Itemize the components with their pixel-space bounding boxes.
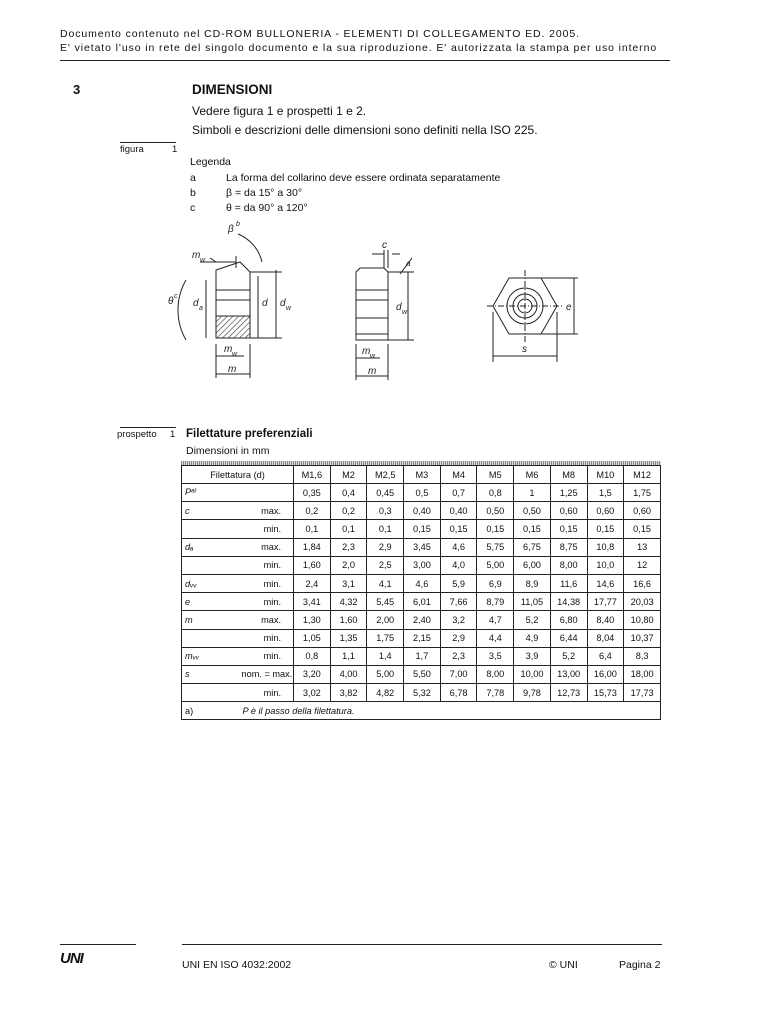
table-cell: 0,2 [330, 502, 367, 520]
table-cell: 1,05 [294, 629, 331, 647]
table-cell: 14,38 [550, 593, 587, 611]
section-title: DIMENSIONI [192, 82, 273, 97]
table-cell: 0,2 [294, 502, 331, 520]
label-dw-2: d [396, 302, 402, 313]
table-cell: 16,6 [624, 574, 661, 592]
label-da: d [193, 298, 199, 309]
table-cell: 2,00 [367, 611, 404, 629]
row-qualifier [240, 484, 294, 502]
table-cell: 11,6 [550, 574, 587, 592]
footer-standard: UNI EN ISO 4032:2002 [182, 959, 292, 971]
table-cell: 9,78 [514, 684, 551, 702]
row-symbol: mᵥᵥ [182, 647, 240, 665]
thread-col-header: M4 [440, 466, 477, 484]
table-cell: 0,50 [477, 502, 514, 520]
table-cell: 11,05 [514, 593, 551, 611]
label-mw-top-sub: w [200, 257, 206, 264]
label-mw-bottom-sub: w [232, 351, 238, 358]
table-cell: 0,1 [367, 520, 404, 538]
legend-text-a: La forma del collarino deve essere ordinata separatamente [226, 172, 501, 184]
thread-col-header: M6 [514, 466, 551, 484]
table-row [182, 520, 661, 538]
label-mw-2: m [362, 346, 371, 357]
label-theta-sup: c [174, 293, 178, 300]
label-s: s [522, 344, 527, 355]
row-symbol [182, 684, 240, 702]
plan-view [487, 270, 578, 362]
table-cell: 10,80 [624, 611, 661, 629]
table-cell: 8,9 [514, 574, 551, 592]
legend-key-a: a [190, 172, 196, 184]
table-cell: 7,00 [440, 665, 477, 683]
row-symbol: dᵥᵥ [182, 574, 240, 592]
table-cell: 1,60 [294, 556, 331, 574]
table-cell: 0,40 [404, 502, 441, 520]
table-cell: 8,79 [477, 593, 514, 611]
table-cell: 5,2 [550, 647, 587, 665]
row-symbol [182, 520, 240, 538]
label-theta: θ [168, 296, 174, 307]
table-cell: 1,60 [330, 611, 367, 629]
table-cell: 0,15 [440, 520, 477, 538]
table-cell: 3,45 [404, 538, 441, 556]
table-cell: 0,8 [477, 484, 514, 502]
table-cell: 2,4 [294, 574, 331, 592]
legend-key-c: c [190, 202, 196, 214]
section-text-1: Vedere figura 1 e prospetti 1 e 2. [192, 104, 367, 118]
thread-col-header: M1,6 [294, 466, 331, 484]
table-cell: 0,15 [624, 520, 661, 538]
footer-page: Pagina 2 [619, 959, 661, 971]
table-cell: 1,4 [367, 647, 404, 665]
legend-title: Legenda [190, 156, 231, 168]
table-cell: 7,78 [477, 684, 514, 702]
legend-key-b: b [190, 187, 196, 199]
table-cell: 8,00 [550, 556, 587, 574]
label-d: d [262, 298, 268, 309]
table-title: Filettature preferenziali [186, 428, 313, 440]
table-cell: 5,00 [477, 556, 514, 574]
legend-text-b: β = da 15° a 30° [226, 187, 303, 199]
table-cell: 3,02 [294, 684, 331, 702]
table-cell: 10,00 [514, 665, 551, 683]
header-line-1: Documento contenuto nel CD-ROM BULLONERIA - ELEMENTI DI COLLEGAMENTO ED. 2005. [60, 28, 580, 40]
row-symbol: Pᵃ⁾ [182, 484, 240, 502]
label-dw-1: d [280, 298, 286, 309]
table-row [182, 665, 661, 683]
table-cell: 13,00 [550, 665, 587, 683]
table-row [182, 684, 661, 702]
table-cell: 0,5 [404, 484, 441, 502]
table-cell: 5,00 [367, 665, 404, 683]
table-label-rule [120, 427, 176, 428]
thread-header: Filettatura (d) [182, 466, 294, 484]
table-cell: 4,0 [440, 556, 477, 574]
thread-col-header: M5 [477, 466, 514, 484]
table-cell: 4,6 [440, 538, 477, 556]
table-cell: 5,9 [440, 574, 477, 592]
table-cell: 1,75 [624, 484, 661, 502]
figure-label: figura [120, 144, 144, 155]
table-subtitle: Dimensioni in mm [186, 445, 270, 457]
table-row [182, 647, 661, 665]
table-cell: 10,0 [587, 556, 624, 574]
table-row [182, 611, 661, 629]
table-cell: 2,5 [367, 556, 404, 574]
table-row [182, 593, 661, 611]
row-qualifier: min. [240, 556, 294, 574]
table-cell: 0,15 [404, 520, 441, 538]
table-cell: 1,25 [550, 484, 587, 502]
section-number: 3 [73, 82, 81, 97]
row-qualifier: min. [240, 629, 294, 647]
table-cell: 0,1 [294, 520, 331, 538]
table-cell: 14,6 [587, 574, 624, 592]
table-cell: 17,73 [624, 684, 661, 702]
table-row [182, 629, 661, 647]
table-cell: 2,40 [404, 611, 441, 629]
table-cell: 6,9 [477, 574, 514, 592]
table-cell: 8,75 [550, 538, 587, 556]
footer-rule-left [60, 944, 136, 945]
table-cell: 12,73 [550, 684, 587, 702]
row-qualifier: nom. = max. [240, 665, 294, 683]
table-cell: 4,6 [404, 574, 441, 592]
section-text-2: Simboli e descrizioni delle dimensioni sono definiti nella ISO 225. [192, 123, 538, 137]
figure-number: 1 [172, 144, 178, 155]
table-cell: 1,5 [587, 484, 624, 502]
table-cell: 3,9 [514, 647, 551, 665]
table-cell: 7,66 [440, 593, 477, 611]
label-beta: β [228, 224, 234, 235]
label-dw-2-sub: w [402, 309, 408, 316]
table-cell: 6,75 [514, 538, 551, 556]
table-cell: 5,45 [367, 593, 404, 611]
label-mw-top: m [192, 250, 201, 261]
table-row [182, 502, 661, 520]
table-cell: 2,3 [440, 647, 477, 665]
table-cell: 17,77 [587, 593, 624, 611]
row-symbol: dₐ [182, 538, 240, 556]
legend-text-c: θ = da 90° a 120° [226, 202, 308, 214]
label-m-1: m [228, 364, 237, 375]
table-cell: 10,8 [587, 538, 624, 556]
table-cell: 1 [514, 484, 551, 502]
table-cell: 0,50 [514, 502, 551, 520]
thread-col-header: M2,5 [367, 466, 404, 484]
table-cell: 3,20 [294, 665, 331, 683]
table-cell: 2,3 [330, 538, 367, 556]
table-cell: 5,75 [477, 538, 514, 556]
table-cell: 1,1 [330, 647, 367, 665]
table-cell: 0,8 [294, 647, 331, 665]
table-cell: 5,2 [514, 611, 551, 629]
row-qualifier: max. [240, 502, 294, 520]
uni-logo: UNI [60, 950, 83, 967]
thread-col-header: M8 [550, 466, 587, 484]
table-cell: 5,50 [404, 665, 441, 683]
table-cell: 3,00 [404, 556, 441, 574]
table-cell: 2,15 [404, 629, 441, 647]
table-cell: 6,4 [587, 647, 624, 665]
table-cell: 1,84 [294, 538, 331, 556]
row-symbol: m [182, 611, 240, 629]
table-cell: 3,2 [440, 611, 477, 629]
footnote-key: a) [182, 702, 240, 720]
row-qualifier: min. [240, 574, 294, 592]
table-cell: 0,3 [367, 502, 404, 520]
thread-col-header: M2 [330, 466, 367, 484]
table-cell: 0,15 [477, 520, 514, 538]
header-line-2: E' vietato l'uso in rete del singolo documento e la sua riproduzione. E' autorizzata la stampa per uso interno [60, 42, 658, 54]
table-cell: 0,60 [587, 502, 624, 520]
table-row [182, 484, 661, 502]
table-cell: 4,9 [514, 629, 551, 647]
row-qualifier: max. [240, 611, 294, 629]
table-cell: 4,1 [367, 574, 404, 592]
table-cell: 0,60 [624, 502, 661, 520]
table-cell: 8,40 [587, 611, 624, 629]
row-symbol [182, 556, 240, 574]
table-cell: 0,7 [440, 484, 477, 502]
table-cell: 0,15 [514, 520, 551, 538]
table-cell: 10,37 [624, 629, 661, 647]
table-header-row [182, 466, 661, 484]
table-cell: 2,9 [440, 629, 477, 647]
row-qualifier: min. [240, 593, 294, 611]
label-m-2: m [368, 366, 377, 377]
table-cell: 0,45 [367, 484, 404, 502]
table-cell: 4,7 [477, 611, 514, 629]
row-symbol [182, 629, 240, 647]
row-symbol: c [182, 502, 240, 520]
table-cell: 0,35 [294, 484, 331, 502]
label-da-sub: a [199, 305, 203, 312]
table-cell: 1,75 [367, 629, 404, 647]
row-qualifier: min. [240, 647, 294, 665]
table-cell: 6,44 [550, 629, 587, 647]
table-cell: 4,4 [477, 629, 514, 647]
table-cell: 16,00 [587, 665, 624, 683]
table-cell: 3,41 [294, 593, 331, 611]
table-cell: 12 [624, 556, 661, 574]
table-label: prospetto [117, 429, 157, 440]
table-cell: 13 [624, 538, 661, 556]
table-cell: 4,00 [330, 665, 367, 683]
table-cell: 3,5 [477, 647, 514, 665]
label-e: e [566, 302, 572, 313]
label-beta-sup: b [236, 221, 240, 228]
table-row [182, 556, 661, 574]
table-cell: 1,30 [294, 611, 331, 629]
table-cell: 8,3 [624, 647, 661, 665]
table-cell: 2,9 [367, 538, 404, 556]
row-symbol: s [182, 665, 240, 683]
table-cell: 8,00 [477, 665, 514, 683]
table-cell: 0,15 [587, 520, 624, 538]
label-dw-1-sub: w [286, 305, 292, 312]
dimensions-table [181, 465, 661, 720]
row-qualifier: min. [240, 520, 294, 538]
table-cell: 0,4 [330, 484, 367, 502]
table-cell: 0,1 [330, 520, 367, 538]
table-cell: 6,00 [514, 556, 551, 574]
table-cell: 0,60 [550, 502, 587, 520]
footnote-text: P è il passo della filettatura. [240, 702, 661, 720]
table-cell: 2,0 [330, 556, 367, 574]
table-cell: 0,15 [550, 520, 587, 538]
thread-col-header: M10 [587, 466, 624, 484]
row-symbol: e [182, 593, 240, 611]
table-cell: 3,82 [330, 684, 367, 702]
table-cell: 6,78 [440, 684, 477, 702]
table-cell: 1,7 [404, 647, 441, 665]
table-cell: 4,82 [367, 684, 404, 702]
table-footnote-row [182, 702, 661, 720]
thread-col-header: M3 [404, 466, 441, 484]
thread-col-header: M12 [624, 466, 661, 484]
nut-drawing [0, 0, 768, 400]
label-mw-bottom: m [224, 344, 233, 355]
table-cell: 20,03 [624, 593, 661, 611]
table-cell: 8,04 [587, 629, 624, 647]
table-label-number: 1 [170, 429, 176, 440]
table-row [182, 538, 661, 556]
table-cell: 0,40 [440, 502, 477, 520]
table-cell: 5,32 [404, 684, 441, 702]
table-cell: 15,73 [587, 684, 624, 702]
label-mw-2-sub: w [370, 353, 376, 360]
footer-rule-right [182, 944, 662, 945]
row-qualifier: max. [240, 538, 294, 556]
label-c: c [382, 240, 387, 251]
table-row [182, 574, 661, 592]
table-cell: 18,00 [624, 665, 661, 683]
label-a: a [406, 259, 411, 268]
table-cell: 6,01 [404, 593, 441, 611]
row-qualifier: min. [240, 684, 294, 702]
table-cell: 1,35 [330, 629, 367, 647]
table-cell: 6,80 [550, 611, 587, 629]
footer-copyright: © UNI [549, 959, 578, 971]
table-cell: 3,1 [330, 574, 367, 592]
table-cell: 4,32 [330, 593, 367, 611]
